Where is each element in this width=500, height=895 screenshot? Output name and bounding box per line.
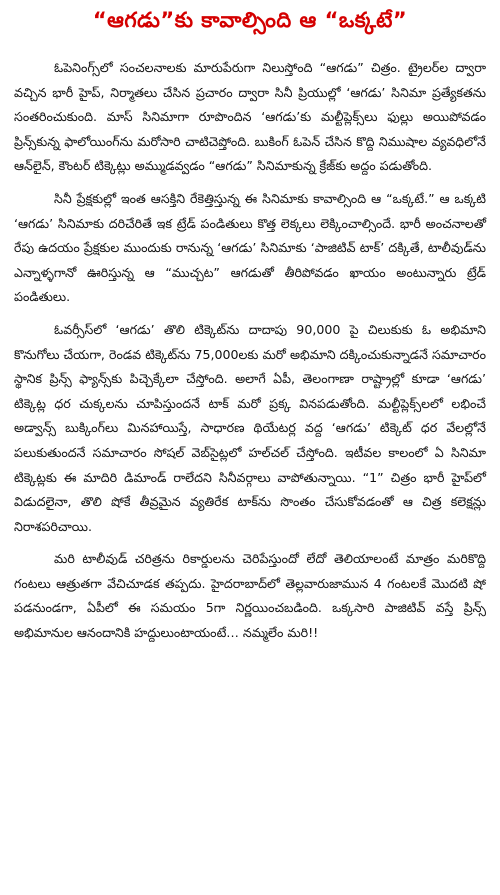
article-paragraph-4: మరి టాలీవుడ్ చరిత్రను రికార్డులను చెరిపేస్తుందో లేదో తెలియాలంటే మాత్రం మరికొద్ది గంటలు ఆత్రుతగా వేచిచూడక తప్పదు. హైదరాబాద్‌లో తెల్లవారుజామున 4 గంటలకే మొదటి షో పడనుండగా, ఏపీలో ఈ సమయం 5గా నిర్ణయించబడింది. ఒక్కసారి పాజిటివ్ వస్తే ప్రిన్స్ అభిమానుల ఆనందానికి హద్దులుంటాయంటే… నమ్మలేం మరి!! — [14, 551, 486, 641]
article-paragraph-2: సినీ ప్రేక్షకుల్లో ఇంత ఆసక్తిని రేకెత్తిస్తున్న ఈ సినిమాకు కావాల్సింది ఆ “ఒక్కటే.” ఆ ఒక్కటి ‘ఆగడు’ సినిమాకు దరిచేరితే ఇక ట్రేడ్ పండితులు కొత్త లెక్కలు లెక్కించాల్సిందే. భారీ అంచనాలతో రేపు ఉదయం ప్రేక్షకుల ముందుకు రానున్న ‘ఆగడు’ సినిమాకు ‘పాజిటివ్ టాక్’ దక్కితే, టాలీవుడ్‌ను ఎన్నాళ్ళగానో ఊరిస్తున్న ఆ “ముచ్చట” ఆగడుతో తీరిపోవడం ఖాయం అంటున్నారు ట్రేడ్ పండితులు. — [14, 190, 486, 305]
article-paragraph-3: ఓవర్సీస్‌లో ‘ఆగడు’ తొలి టిక్కెట్‌ను దాదాపు 90,000 పై చిలుకుకు ఓ అభిమాని కొనుగోలు చేయగా, రెండవ టిక్కెట్‌ను 75,000లకు మరో అభిమాని దక్కించుకున్నాడనే సమాచారం స్థానిక ప్రిన్స్ ఫ్యాన్స్‌కు పిచ్చెక్కేలా చేస్తోంది. అలాగే ఏపీ, తెలంగాణా రాష్ట్రాల్లో కూడా ‘ఆగడు’ టిక్కెట్ల ధర చుక్కలను చూపిస్తుందనే టాక్ మరో ప్రక్క వినపడుతోంది. మల్టీప్లెక్స్‌లలో లభించే అడ్వాన్స్ బుక్కింగ్‌లు మినహాయిస్తే, సాధారణ థియేటర్ల వద్ద ‘ఆగడు’ టిక్కెట్ ధర వేలల్లోనే పలుకుతుందనే సమాచారం సోషల్ వెబ్‌సైట్లలో హల్‌చల్ చేస్తోంది. ఇటీవల కాలంలో ఏ సినిమా టిక్కెట్లకు ఈ మాదిరి డిమాండ్ రాలేదని సినీవర్గాలు వాపోతున్నాయి. “1” చిత్రం భారీ హైప్‌లో విడుదలైనా, తొలి షోకే తీవ్రమైన వ్యతిరేక టాక్‌ను సొంతం చేసుకోవడంతో ఆ చిత్ర కలెక్షన్లు నిరాశపరిచాయి. — [14, 321, 486, 534]
article-title: “ఆగడు”కు కావాల్సింది ఆ “ఒక్కటే” — [92, 8, 408, 32]
article-paragraph-1: ఓపెనింగ్స్‌లో సంచలనాలకు మారుపేరుగా నిలుస్తోంది “ఆగడు” చిత్రం. ట్రైలర్‌ల ద్వారా వచ్చిన భారీ హైప్, నిర్మాతలు చేసిన ప్రచారం ద్వారా సినీ ప్రియుల్లో ‘ఆగడు’ సినిమా ప్రత్యేకతను సంతరించుకుంది. మాస్ సినిమాగా రూపొందిన ‘ఆగడు’కు మల్టీప్లెక్స్‌లు ఫుల్లు అయిపోవడం ప్రిన్స్‌కున్న ఫాలోయింగ్‌ను మరోసారి చాటిచెప్తోంది. బుకింగ్ ఓపెన్ చేసిన కొద్ది నిముషాల వ్యవధిలోనే ఆన్‌లైన్, కౌంటర్ టిక్కెట్లు అమ్ముడవ్వడం “ఆగడు” సినిమాకున్న క్రేజ్‌కు అద్దం పడుతోంది. — [14, 60, 486, 174]
article-page — [0, 8, 500, 895]
